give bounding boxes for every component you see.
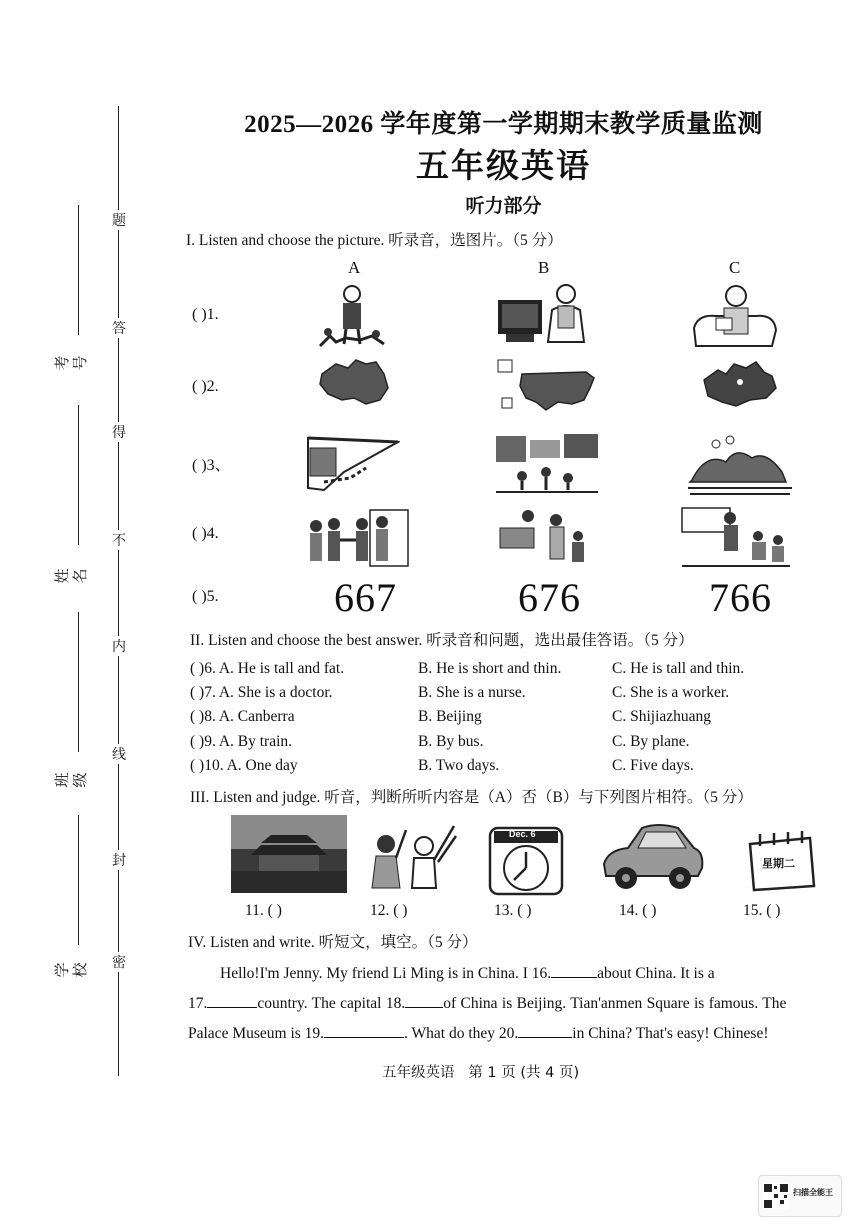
question-9-option-a[interactable]: ( )9. A. By train. — [190, 733, 293, 750]
question-6-option-a[interactable]: ( )6. A. He is tall and fat. — [190, 660, 345, 677]
option-5c-number[interactable]: 766 — [709, 575, 772, 620]
question-10-option-b[interactable]: B. Two days. — [418, 757, 500, 774]
id-number-blank[interactable] — [78, 205, 79, 335]
class-label: 班级 — [53, 772, 89, 788]
question-2-number[interactable]: ( )2. — [192, 378, 219, 395]
school-label: 学校 — [53, 962, 89, 978]
seal-char: 题 — [109, 210, 129, 230]
passage-line-2 — [188, 993, 786, 1013]
seal-char: 封 — [109, 850, 129, 870]
subject-title: 五年级英语 — [416, 146, 591, 185]
question-6-option-b[interactable]: B. He is short and thin. — [418, 660, 562, 677]
id-number-label: 考号 — [53, 355, 89, 371]
passage-text: Palace Museum is 19. — [188, 1025, 325, 1042]
question-7-option-b[interactable]: B. She is a nurse. — [418, 684, 526, 701]
grandpa-standing-icon[interactable] — [316, 280, 388, 350]
question-3-number[interactable]: ( )3、 — [192, 457, 231, 474]
grandpa-watching-tv-icon[interactable] — [496, 280, 592, 350]
part4-title: IV. Listen and write. 听短文，填空。（5 分） — [188, 934, 478, 951]
blank-17[interactable] — [207, 993, 257, 1008]
question-13-answer[interactable]: 13. ( ) — [494, 902, 532, 919]
part2-title: II. Listen and choose the best answer. 听录音和问题，选出最佳答语。（5 分） — [190, 632, 694, 649]
people-greeting-icon[interactable] — [304, 506, 412, 568]
class-blank[interactable] — [78, 612, 79, 752]
tiananmen-photo-icon[interactable] — [231, 815, 347, 893]
passage-line-3 — [188, 1023, 769, 1043]
taxi-car-icon[interactable] — [598, 820, 706, 894]
question-1-number[interactable]: ( )1. — [192, 306, 219, 323]
australia-map-icon[interactable] — [314, 354, 392, 410]
street-scene-icon[interactable] — [494, 432, 600, 494]
school-blank[interactable] — [78, 815, 79, 945]
blank-20[interactable] — [518, 1023, 572, 1038]
question-7-option-c[interactable]: C. She is a worker. — [612, 684, 730, 701]
canada-map-icon[interactable] — [700, 356, 780, 416]
seal-char: 得 — [109, 422, 129, 442]
column-a-label: A — [348, 258, 361, 277]
column-c-label: C — [729, 258, 741, 277]
seal-char: 内 — [109, 636, 129, 656]
passage-text: country. The capital 18. — [257, 995, 406, 1012]
question-9-option-c[interactable]: C. By plane. — [612, 733, 690, 750]
question-8-option-a[interactable]: ( )8. A. Canberra — [190, 708, 295, 725]
passage-text: in China? That's easy! Chinese! — [572, 1025, 769, 1042]
column-b-label: B — [538, 258, 550, 277]
question-11-answer[interactable]: 11. ( ) — [245, 902, 282, 919]
question-15-answer[interactable]: 15. ( ) — [743, 902, 781, 919]
clock-date-label: Dec. 6 — [509, 829, 536, 839]
question-8-option-c[interactable]: C. Shijiazhuang — [612, 708, 712, 725]
passage-text: of China is Beijing. Tian'anmen Square is famous. The — [443, 995, 787, 1012]
people-waving-icon[interactable] — [362, 822, 460, 892]
question-10-option-a[interactable]: ( )10. A. One day — [190, 757, 298, 774]
question-7-option-a[interactable]: ( )7. A. She is a doctor. — [190, 684, 333, 701]
option-5b-number[interactable]: 676 — [518, 575, 581, 620]
exam-title: 2025—2026 学年度第一学期期末教学质量监测 — [244, 111, 763, 138]
passage-text: about China. It is a — [597, 965, 715, 982]
seal-char: 密 — [109, 952, 129, 972]
opera-house-icon[interactable] — [686, 432, 794, 496]
family-kitchen-icon[interactable] — [498, 506, 594, 568]
passage-text: Hello!I'm Jenny. My friend Li Ming is in China. I 16. — [220, 965, 552, 982]
great-wall-icon[interactable] — [304, 432, 400, 494]
question-4-number[interactable]: ( )4. — [192, 525, 219, 542]
calendar-weekday-label: 星期二 — [762, 857, 795, 870]
passage-line-1 — [220, 963, 715, 983]
scanner-app-name: 扫描全能王 — [793, 1188, 833, 1197]
seal-line — [118, 106, 119, 1076]
section-title-listening: 听力部分 — [465, 195, 542, 217]
part3-title: III. Listen and judge. 听音，判断所听内容是（A）否（B）与下列图片相符。（5 分） — [190, 789, 753, 806]
part1-title: I. Listen and choose the picture. 听录音，选图片。（5 分） — [186, 232, 563, 249]
name-blank[interactable] — [78, 405, 79, 545]
question-6-option-c[interactable]: C. He is tall and thin. — [612, 660, 745, 677]
people-workshop-icon[interactable] — [680, 506, 792, 570]
question-8-option-b[interactable]: B. Beijing — [418, 708, 482, 725]
question-10-option-c[interactable]: C. Five days. — [612, 757, 694, 774]
page-footer: 五年级英语 第 1 页 (共 4 页) — [382, 1065, 580, 1081]
passage-text: . What do they 20. — [404, 1025, 519, 1042]
question-5-number[interactable]: ( )5. — [192, 588, 219, 605]
seal-char: 答 — [109, 318, 129, 338]
blank-19[interactable] — [324, 1023, 404, 1038]
blank-16[interactable] — [551, 963, 597, 978]
scanner-watermark — [758, 1175, 842, 1217]
seal-char: 不 — [109, 530, 129, 550]
usa-map-icon[interactable] — [496, 358, 600, 416]
question-9-option-b[interactable]: B. By bus. — [418, 733, 484, 750]
question-12-answer[interactable]: 12. ( ) — [370, 902, 408, 919]
grandpa-reading-icon[interactable] — [686, 280, 782, 350]
seal-char: 线 — [109, 744, 129, 764]
passage-text: 17. — [188, 995, 208, 1012]
option-5a-number[interactable]: 667 — [334, 575, 397, 620]
qr-code-icon — [763, 1183, 789, 1209]
name-label: 姓名 — [53, 568, 89, 584]
blank-18[interactable] — [405, 993, 443, 1008]
question-14-answer[interactable]: 14. ( ) — [619, 902, 657, 919]
